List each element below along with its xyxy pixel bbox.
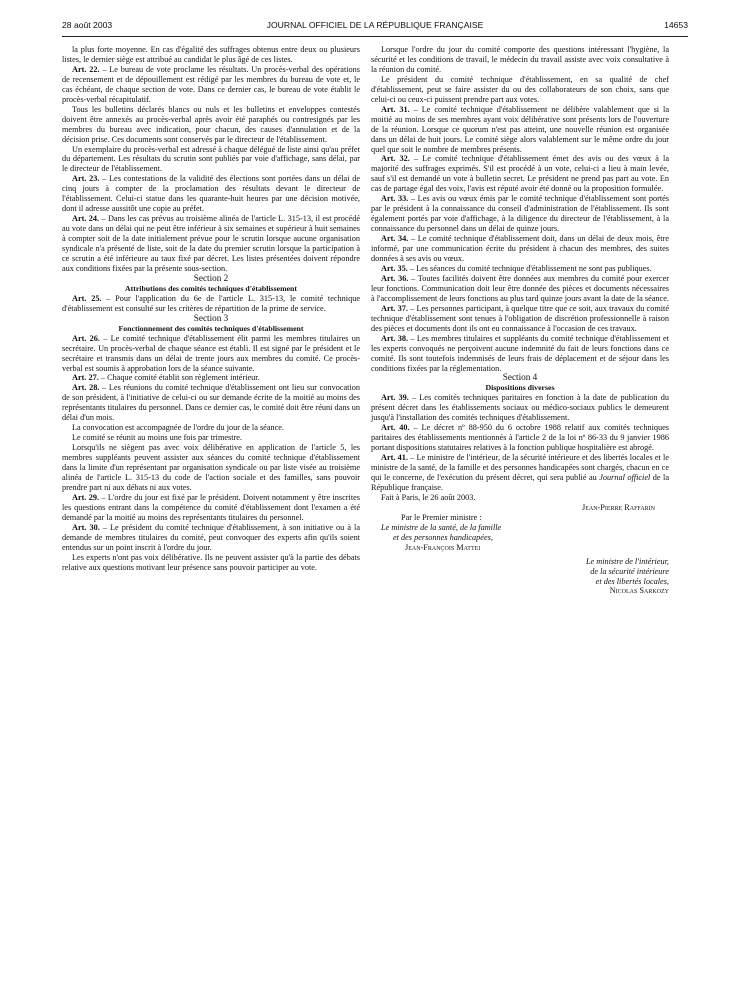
article-33	[371, 194, 669, 234]
article-label: Art. 41.	[381, 453, 408, 463]
minister-name: Jean-François Mattei	[405, 542, 481, 552]
section-subheading: Fonctionnement des comités techniques d'établissement	[118, 323, 304, 333]
minister-title: de la sécurité intérieure	[590, 566, 669, 576]
prime-minister-line: Par le Premier ministre :	[401, 512, 482, 522]
article-38	[371, 334, 669, 374]
article-label: Art. 28.	[72, 383, 100, 393]
article-text: – Le comité technique d'établissement élit parmi les membres titulaires un secrétaire. Un procès-verbal de chaque séance est établi. Il est signé par le président et le secrétaire et transmis dans un délai de trente jours aux membres du comité. Ce procès-verbal est soumis à approbation lors de la séance suivante.	[62, 333, 360, 373]
section-heading: Section 2	[193, 272, 229, 283]
article-37	[371, 304, 669, 334]
article-39	[371, 393, 669, 423]
paragraph: Lorsqu'ils ne siègent pas avec voix délibérative en application de l'article 5, les membres suppléants peuvent assister aux séances du comité technique d'établissement dans la limite d'un représentant par organisation syndicale ou par liste visée au troisième alinéa de l'article L. 315-13 du code de l'action sociale et des familles, sans pouvoir prendre part ni aux débats ni aux votes.	[62, 443, 360, 492]
article-22	[62, 65, 360, 105]
page-header	[62, 20, 688, 36]
article-label: Art. 29.	[72, 492, 100, 502]
article-label: Art. 22.	[72, 64, 100, 74]
section-subheading: Dispositions diverses	[485, 383, 555, 393]
article-text: – Le comité technique d'établissement émet des avis ou des vœux à la majorité des suffrages exprimés. S'il est procédé à un vote, celui-ci a lieu à main levée, sauf s'il est demandé un vote à bulletin secret. Le président ne prend pas part au vote. En cas de partage égal des voix, l'avis est réputé avoir été donné ou la proposition formulée.	[371, 154, 669, 194]
article-label: Art. 23.	[72, 174, 100, 184]
article-31	[371, 105, 669, 155]
article-text: – Les réunions du comité technique d'établissement ont lieu sur convocation de son président, à l'initiative de celui-ci ou sur demande écrite de la moitié au moins des représentants titulaires du personnel. Dans ce dernier cas, le comité doit être réuni dans un délai d'un mois.	[62, 383, 360, 423]
signature-date: Fait à Paris, le 26 août 2003.	[381, 492, 476, 502]
left-column	[62, 45, 360, 573]
article-35	[371, 264, 669, 274]
article-24	[62, 214, 360, 274]
article-text: – Les avis ou vœux émis par le comité technique d'établissement sont portés par le président à la connaissance du conseil d'administration de l'établissement. Ils sont également portés par voie d'affichage, à la diligence du directeur de l'établissement, à la connaissance du personnel dans un délai de quinze jours.	[371, 194, 669, 234]
article-label: Art. 36.	[381, 273, 409, 283]
article-label: Art. 24.	[72, 214, 100, 224]
article-32	[371, 154, 669, 194]
article-label: Art. 40.	[381, 423, 410, 433]
article-text-end: de la République française.	[371, 472, 669, 492]
article-text: – Le comité technique d'établissement ne délibère valablement que si la moitié au moins de ses membres ayant voix délibérative sont présents lors de l'ouverture de la réunion. Lorsque ce quorum n'est pas atteint, une nouvelle réunion est organisée dans un délai de huit jours. Le comité siège alors valablement sur le même ordre du jour quel que soit le nombre de membres présents.	[371, 104, 669, 154]
article-text: – Les séances du comité technique d'établissement ne sont pas publiques.	[407, 263, 652, 273]
minister-title: Le ministre de l'intérieur,	[585, 556, 669, 566]
article-label: Art. 35.	[381, 263, 408, 273]
article-label: Art. 39.	[381, 393, 409, 403]
article-text: – Dans les cas prévus au troisième alinéa de l'article L. 315-13, il est procédé au vote dans un délai qui ne peut être inférieur à six semaines et supérieur à huit semaines à compter soit de la date initialement prévue pour le scrutin lorsque aucune organisation syndicale n'a présenté de liste, soit de la date du premier scrutin lorsque la participation à ce scrutin a été inférieure au taux fixé par décret. Les listes présentées doivent répondre aux conditions fixées par la présente sous-section.	[62, 214, 360, 273]
paragraph: Un exemplaire du procès-verbal est adressé à chaque délégué de liste ainsi qu'au préfet du département. Les résultats du scrutin sont publiés par voie d'affichage, sans délai, par le directeur de l'établissement.	[62, 144, 360, 174]
right-column	[371, 45, 669, 596]
minister-title: Le ministre de la santé, de la famille	[381, 522, 502, 532]
article-text: – Le bureau de vote proclame les résultats. Un procès-verbal des opérations de recensement et de dépouillement est rédigé par les membres du bureau de vote et, le cas échéant, de chaque section de vote. Dans ce dernier cas, le bureau de vote établit le procès-verbal récapitulatif.	[62, 64, 360, 104]
article-text: – Pour l'application du 6e de l'article L. 315-13, le comité technique d'établissement est consulté sur les critères de répartition de la prime de service.	[62, 293, 360, 313]
article-label: Art. 37.	[381, 303, 408, 313]
minister-title: et des personnes handicapées,	[393, 532, 493, 542]
page-number: 14653	[664, 20, 688, 30]
article-text: – Les membres titulaires et suppléants du comité technique d'établissement et les experts convoqués ne perçoivent aucune indemnité du fait de leurs fonctions dans ce comité. Ils sont toutefois indemnisés de leurs frais de déplacement et de séjour dans les conditions fixées par la réglementation.	[371, 333, 669, 373]
article-label: Art. 25.	[72, 293, 102, 303]
paragraph: la plus forte moyenne. En cas d'égalité des suffrages obtenus entre deux ou plusieurs listes, le dernier siège est attribué au candidat le plus âgé de ces listes.	[62, 45, 360, 64]
section-subheading: Attributions des comités techniques d'établissement	[125, 283, 297, 293]
header-rule	[62, 36, 688, 37]
article-28	[62, 383, 360, 423]
article-label: Art. 30.	[72, 522, 100, 532]
article-label: Art. 27.	[72, 373, 99, 383]
article-34	[371, 234, 669, 264]
article-text: – Le président du comité technique d'établissement, à son initiative ou à la demande de membres titulaires du comité, peut convoquer des experts afin qu'ils soient entendus sur un point inscrit à l'ordre du jour.	[62, 522, 360, 552]
article-label: Art. 33.	[381, 194, 409, 204]
article-41	[371, 453, 669, 493]
minister-name: Nicolas Sarkozy	[609, 586, 669, 596]
article-label: Art. 34.	[381, 234, 409, 244]
article-29	[62, 493, 360, 523]
article-label: Art. 26.	[72, 333, 100, 343]
article-23	[62, 174, 360, 214]
paragraph: Le président du comité technique d'établissement, en sa qualité de chef d'établissement, peut se faire assister du ou des collaborateurs de son choix, sans que celui-ci ou ceux-ci puissent prendre part aux votes.	[371, 74, 669, 104]
paragraph: Les experts n'ont pas voix délibérative. Ils ne peuvent assister qu'à la partie des débats relative aux questions motivant leur présence sans pouvoir participer au vote.	[62, 552, 360, 572]
article-27	[62, 373, 360, 383]
paragraph: La convocation est accompagnée de l'ordre du jour de la séance.	[72, 423, 284, 433]
article-text: – Les comités techniques paritaires en fonction à la date de publication du présent décret dans les établissements sociaux ou médico-sociaux publics le demeurent jusqu'à l'installation des comités techniques d'établissement.	[371, 393, 669, 423]
article-text: – Toutes facilités doivent être données aux membres du comité pour exercer leur fonctions. Communication doit leur être donnée des pièces et documents nécessaires à l'accomplissement de leurs fonctions au plus tard quinze jours avant la date de la séance.	[371, 273, 669, 303]
article-text: – Le décret nº 88-950 du 6 octobre 1988 relatif aux comités techniques paritaires des établissements mentionnés à l'article 2 de la loi nº 86-33 du 9 janvier 1986 portant dispositions statutaires relatives à la fonction publique hospitalière est abrogé.	[371, 423, 669, 453]
article-25	[62, 294, 360, 314]
paragraph: Tous les bulletins déclarés blancs ou nuls et les bulletins et enveloppes contestés doivent être annexés au procès-verbal après avoir été paraphés ou contresignés par les membres du bureau avec indication, pour chacun, des causes d'annulation et de la décision prise. Ces documents sont conservés par le directeur de l'établissement.	[62, 104, 360, 144]
article-label: Art. 31.	[381, 104, 410, 114]
article-36	[371, 274, 669, 304]
journal-officiel-ref: Journal officiel	[599, 472, 651, 482]
paragraph: Lorsque l'ordre du jour du comité comporte des questions intéressant l'hygiène, la sécurité et les conditions de travail, le médecin du travail assiste avec voix consultative à la réunion du comité.	[371, 45, 669, 74]
article-text: – Chaque comité établit son règlement intérieur.	[98, 373, 260, 383]
article-label: Art. 38.	[381, 333, 409, 343]
minister-title: et des libertés locales,	[595, 576, 669, 586]
article-text: – Le ministre de l'intérieur, de la sécurité intérieure et des libertés locales et le ministre de la santé, de la famille et des personnes handicapées sont chargés, chacun en ce qui le concerne, de l'exécution du présent décret, qui sera publié au	[371, 453, 669, 482]
section-heading: Section 3	[193, 312, 229, 323]
article-text: – Les contestations de la validité des élections sont portées dans un délai de cinq jours à compter de la proclamation des résultats devant le directeur de l'établissement. Celui-ci statue dans les quarante-huit heures par une décision motivée, dont il adresse aussitôt une copie au préfet.	[62, 174, 360, 214]
header-date: 28 août 2003	[62, 20, 113, 30]
prime-minister-name: Jean-Pierre Raffarin	[581, 502, 655, 512]
article-40	[371, 423, 669, 453]
paragraph: Le comité se réunit au moins une fois par trimestre.	[72, 433, 242, 443]
article-label: Art. 32.	[381, 154, 410, 164]
article-text: – L'ordre du jour est fixé par le président. Doivent notamment y être inscrites les questions entrant dans la compétence du comité d'établissement dont l'examen a été demandé par la moitié au moins des représentants titulaires du personnel.	[62, 492, 360, 522]
article-30	[62, 523, 360, 553]
article-text: – Le comité technique d'établissement doit, dans un délai de deux mois, être informé, par une communication écrite du président à chacun des membres, des suites données à ses avis ou vœux.	[371, 234, 669, 264]
article-text: – Les personnes participant, à quelque titre que ce soit, aux travaux du comité technique d'établissement sont tenues à l'obligation de discrétion professionnelle à raison des pièces et documents dont ils ont eu connaissance à l'occasion de ces travaux.	[371, 303, 669, 333]
section-heading: Section 4	[502, 372, 538, 383]
article-26	[62, 334, 360, 374]
header-title: JOURNAL OFFICIEL DE LA RÉPUBLIQUE FRANÇAISE	[266, 20, 484, 30]
